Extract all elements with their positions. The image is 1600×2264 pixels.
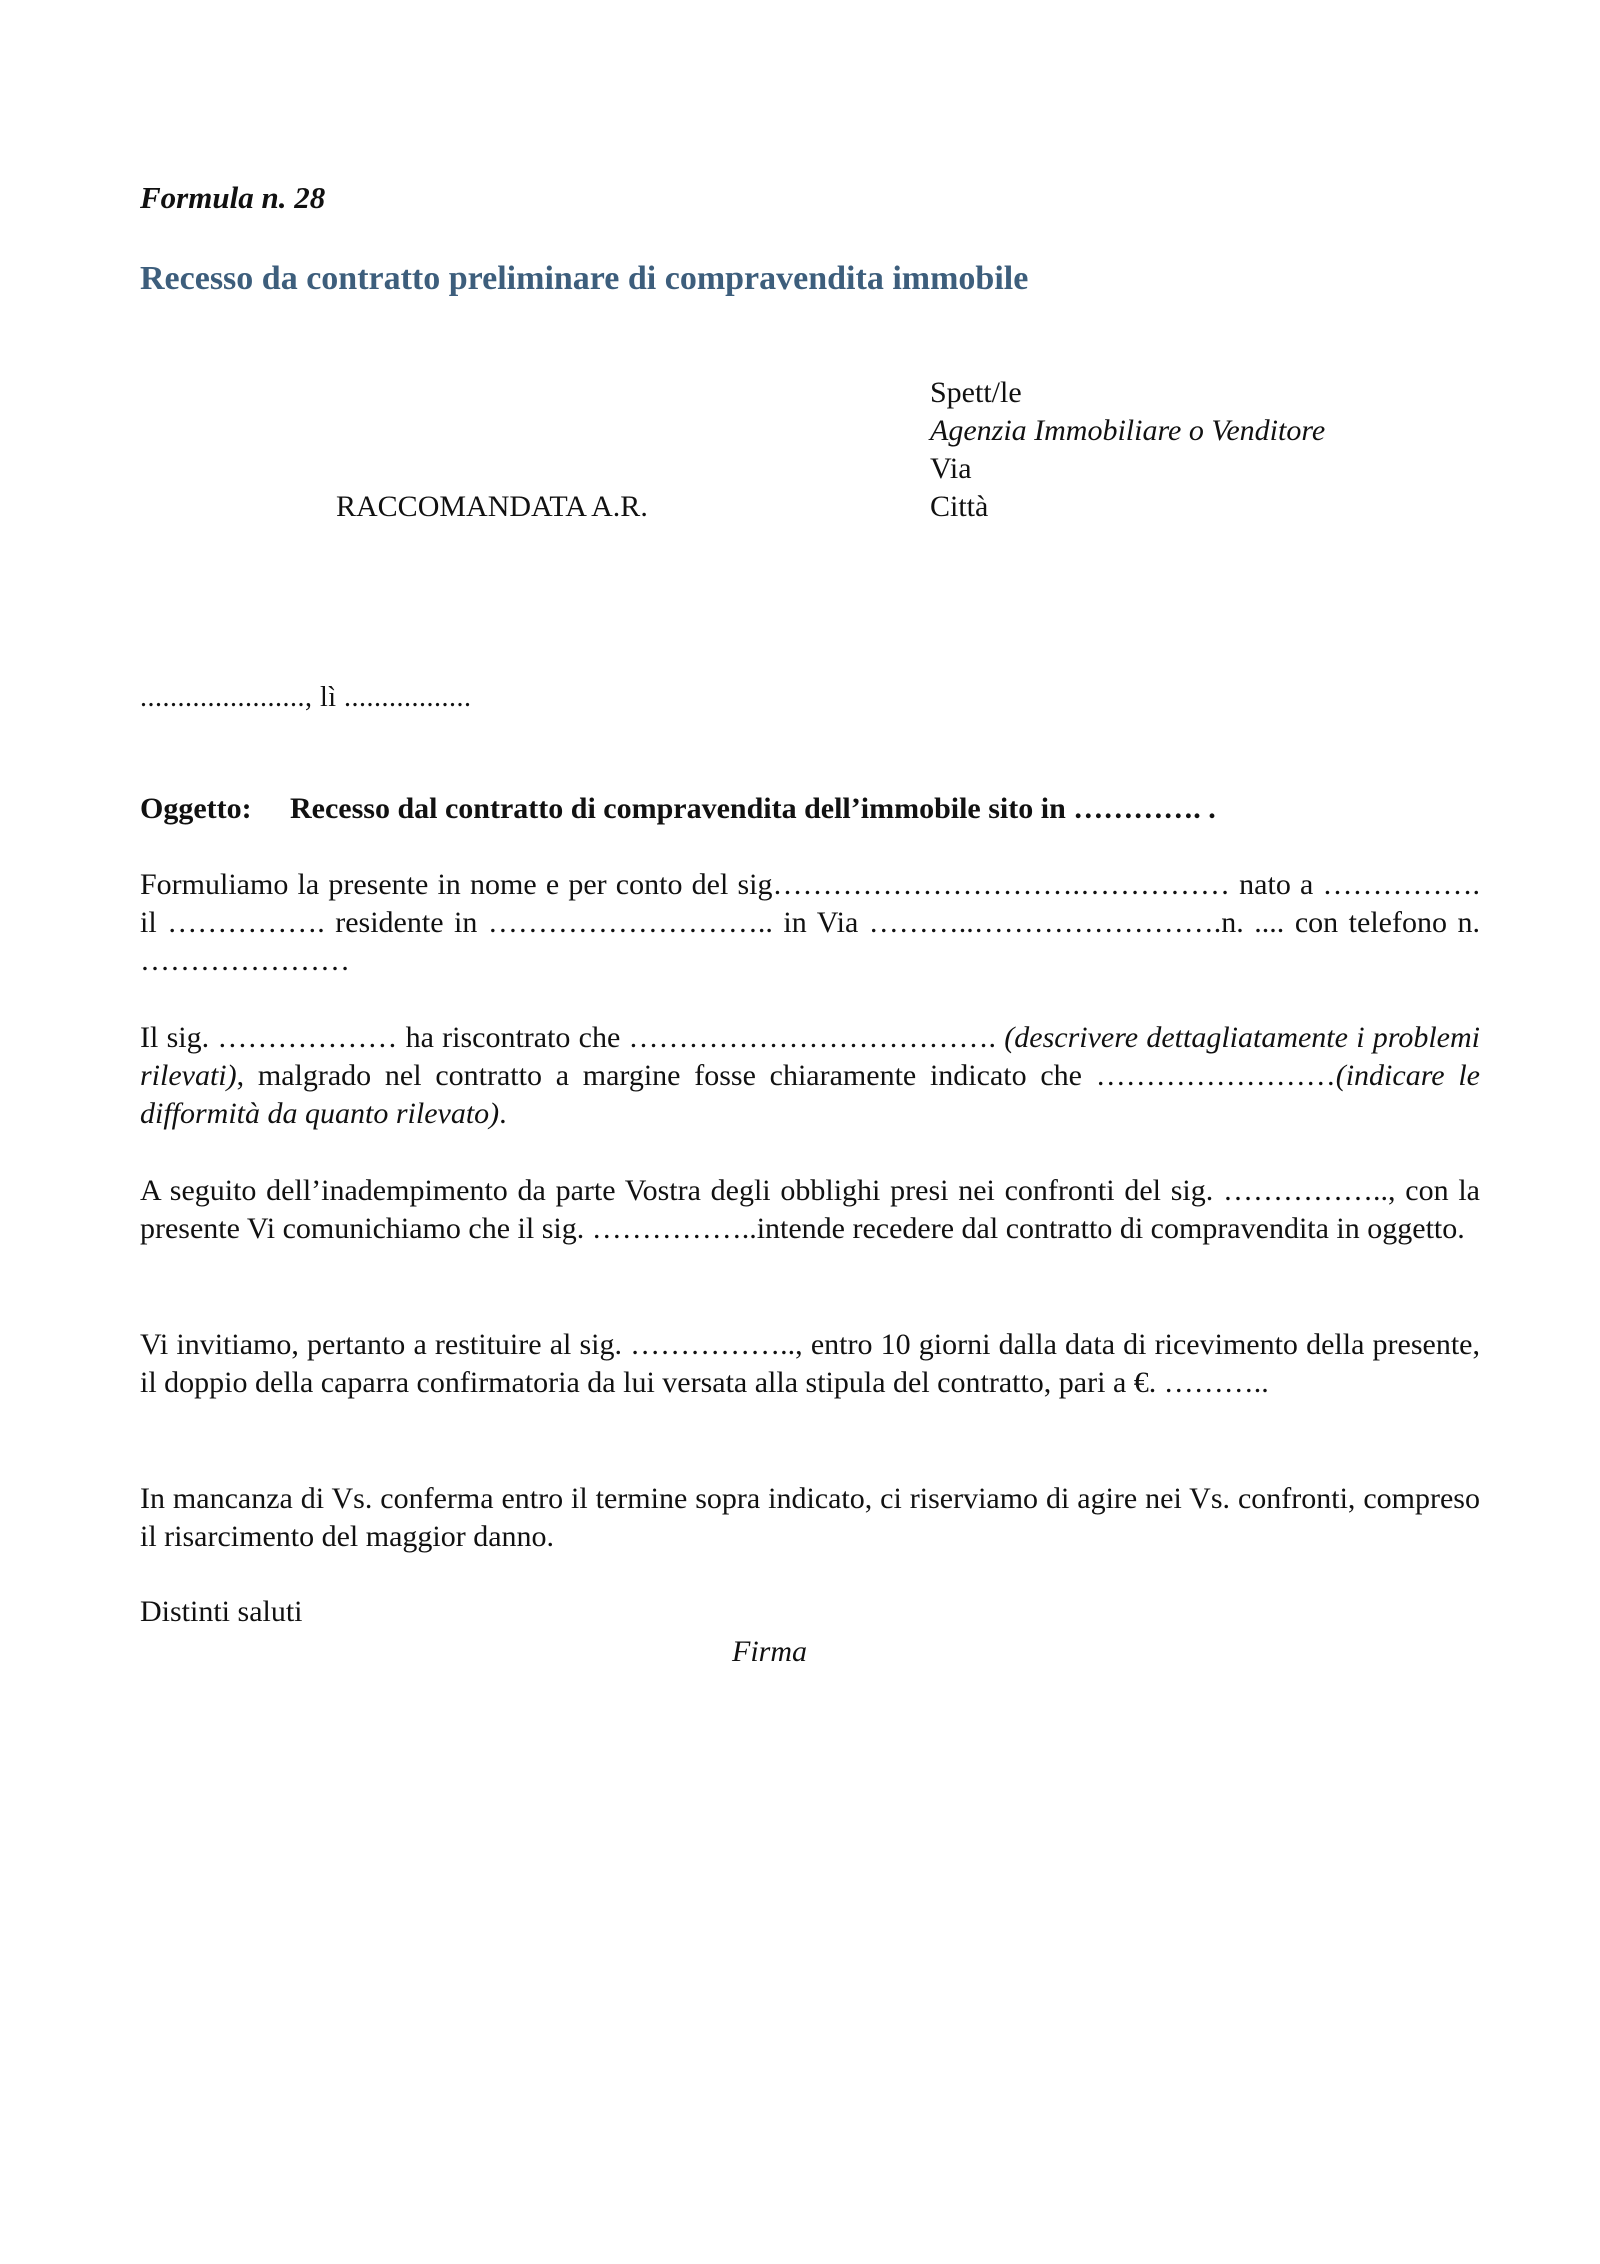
recipient-street: Via [930,452,972,485]
raccomandata-label: RACCOMANDATA A.R. [336,490,648,523]
paragraph-withdrawal: A seguito dell’inadempimento da parte Vostra degli obblighi presi nei confronti del sig. …………….., con la presente Vi comunichiamo che il sig. ……………..intende recedere dal contratto di compravendita in oggetto. [140,1174,1480,1245]
subject-label: Oggetto: [140,792,252,825]
formula-number: Formula n. 28 [140,180,326,215]
subject-text: Recesso dal contratto di compravendita dell’immobile sito in …………. . [290,792,1216,825]
recipient-city: Città [930,490,989,523]
paragraph-client-details: Formuliamo la presente in nome e per conto del sig………………………….…………… nato a ……………. il ……………. residente in ……………………….. in Via ………..…………………….n. .... con telefono n. ………………… [140,868,1480,977]
paragraph-refund-request: Vi invitiamo, pertanto a restituire al sig. …………….., entro 10 giorni dalla data di ricevimento della presente, il doppio della caparra confirmatoria da lui versata alla stipula del contratto, pari a €. ……….. [140,1328,1480,1399]
paragraph-problems-text-b: , malgrado nel contratto a margine fosse chiaramente indicato che …………………… [236,1059,1336,1092]
signature-label: Firma [732,1635,807,1668]
date-line: ......................, lì ................. [140,682,472,713]
paragraph-problems-text-a: Il sig. ……………… ha riscontrato che ………………………………. [140,1021,1005,1054]
paragraph-legal-warning: In mancanza di Vs. conferma entro il termine sopra indicato, ci riserviamo di agire nei Vs. confronti, compreso il risarcimento del maggior danno. [140,1482,1480,1553]
paragraph-problems-hint-b: (indicare le difformità da quanto rilevato) [140,1059,1480,1130]
closing-greeting: Distinti saluti [140,1595,303,1628]
recipient-salutation: Spett/le [930,376,1022,409]
recipient-name: Agenzia Immobiliare o Venditore [930,414,1326,447]
document-title: Recesso da contratto preliminare di compravendita immobile [140,260,1029,297]
paragraph-problems-hint-a: (descrivere dettagliatamente i problemi rilevati) [140,1021,1480,1092]
subject-line [140,792,1216,826]
paragraph-problems-end: . [499,1097,507,1130]
recipient-block [930,374,1325,526]
paragraph-problems [140,1019,1480,1133]
